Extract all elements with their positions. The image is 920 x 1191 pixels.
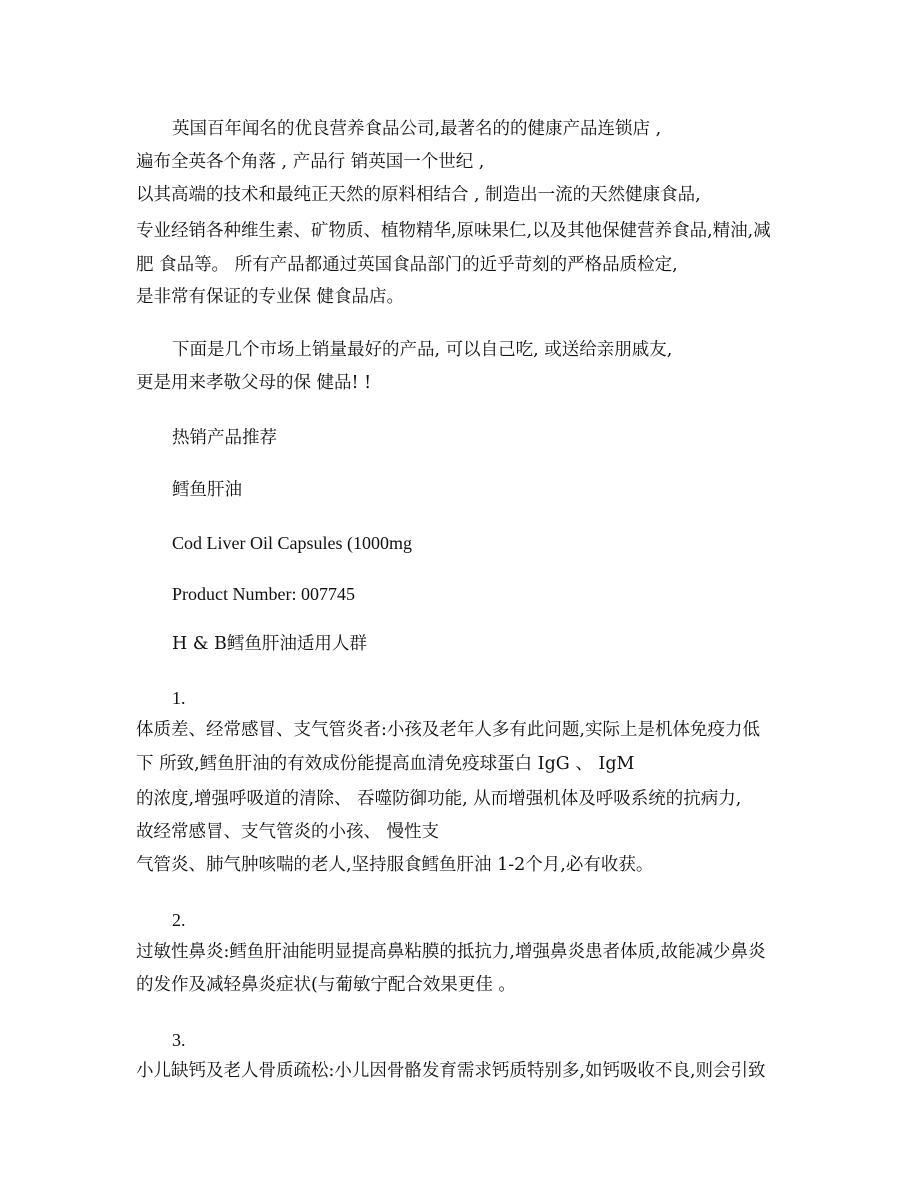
item-2-line-2: 的发作及减轻鼻炎症状(与葡敏宁配合效果更佳 。 [136, 975, 516, 995]
intro-line-1: 英国百年闻名的优良营养食品公司,最著名的的健康产品连锁店 , [172, 119, 662, 139]
item-3-number: 3. [172, 1030, 186, 1050]
intro-line-2: 遍布全英各个角落 , 产品行 销英国一个世纪 , [136, 152, 485, 172]
item-1-line-1: 体质差、经常感冒、支气管炎者:小孩及老年人多有此问题,实际上是机体免疫力低 [136, 720, 760, 740]
product-name-cn: 鳕鱼肝油 [172, 480, 242, 500]
product-number: Product Number: 007745 [172, 584, 355, 604]
product-name-en: Cod Liver Oil Capsules (1000mg [172, 533, 412, 553]
intro-line-5: 肥 食品等。 所有产品都通过英国食品部门的近乎苛刻的严格品质检定, [136, 255, 678, 275]
intro-line-4: 专业经销各种维生素、矿物质、植物精华,原味果仁,以及其他保健营养食品,精油,减 [136, 221, 771, 241]
item-3-line-1: 小儿缺钙及老人骨质疏松:小儿因骨骼发育需求钙质特别多,如钙吸收不良,则会引致 [136, 1061, 766, 1081]
item-1-number: 1. [172, 688, 186, 708]
intro-line-3: 以其高端的技术和最纯正天然的原料相结合 , 制造出一流的天然健康食品, [136, 185, 701, 205]
recommend-line-2: 更是用来孝敬父母的保 健品! ! [136, 373, 372, 393]
section-title: 热销产品推荐 [172, 428, 277, 448]
item-2-line-1: 过敏性鼻炎:鳕鱼肝油能明显提高鼻粘膜的抵抗力,增强鼻炎患者体质,故能减少鼻炎 [136, 942, 766, 962]
item-1-line-4: 故经常感冒、支气管炎的小孩、 慢性支 [136, 822, 440, 842]
item-1-line-3: 的浓度,增强呼吸道的清除、 吞噬防御功能, 从而增强机体及呼吸系统的抗病力, [136, 789, 742, 809]
item-2-number: 2. [172, 910, 186, 930]
intro-line-6: 是非常有保证的专业保 健食品店。 [136, 287, 405, 307]
item-1-line-2: 下 所致,鳕鱼肝油的有效成份能提高血清免疫球蛋白 IgG 、 IgM [136, 754, 635, 774]
audience-title: H & B鳕鱼肝油适用人群 [172, 634, 367, 654]
item-1-line-5: 气管炎、肺气肿咳喘的老人,坚持服食鳕鱼肝油 1-2个月,必有收获。 [136, 855, 654, 875]
recommend-line-1: 下面是几个市场上销量最好的产品, 可以自己吃, 或送给亲朋戚友, [172, 340, 673, 360]
